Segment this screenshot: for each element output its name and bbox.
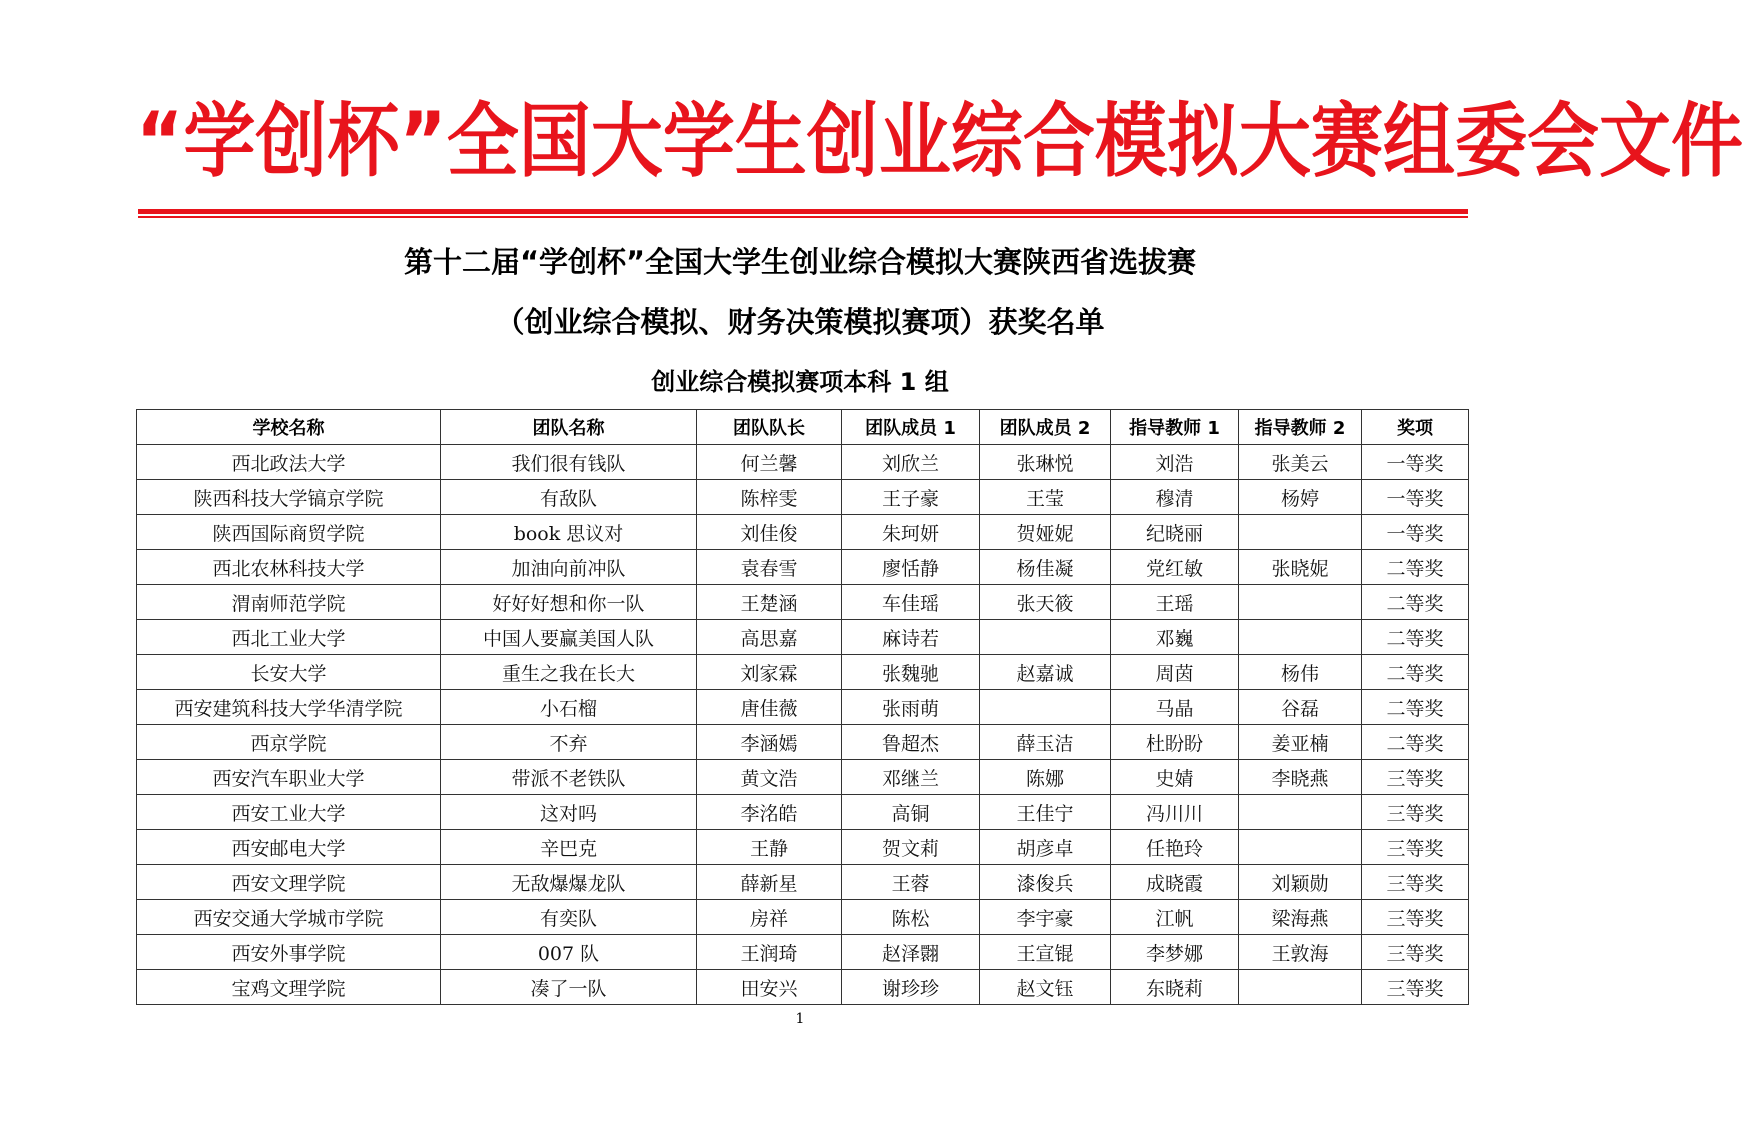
cell-team-name: 有奕队 [441, 900, 697, 935]
cell-award: 一等奖 [1362, 480, 1469, 515]
table-row [137, 970, 1469, 1005]
letterhead-char: 生 [734, 93, 807, 189]
table-row [137, 690, 1469, 725]
cell-award: 三等奖 [1362, 830, 1469, 865]
letterhead-char: 合 [1022, 93, 1095, 189]
letterhead-char: 委 [1454, 93, 1527, 189]
letterhead-char: 创 [806, 93, 879, 189]
cell-team-name: 加油向前冲队 [441, 550, 697, 585]
cell-team-captain: 李洺皓 [697, 795, 842, 830]
letterhead-char: 全 [446, 93, 519, 189]
letterhead-char: 组 [1382, 93, 1455, 189]
cell-team-member-1: 刘欣兰 [842, 445, 980, 480]
table-row [137, 585, 1469, 620]
table-row [137, 725, 1469, 760]
cell-award: 三等奖 [1362, 795, 1469, 830]
cell-team-name: 重生之我在长大 [441, 655, 697, 690]
cell-award: 二等奖 [1362, 655, 1469, 690]
cell-school-name: 西安外事学院 [137, 935, 441, 970]
cell-team-member-1: 廖恬静 [842, 550, 980, 585]
cell-advisor-2 [1239, 620, 1362, 655]
letterhead-char: 国 [518, 93, 591, 189]
cell-advisor-2: 谷磊 [1239, 690, 1362, 725]
cell-team-name: 凑了一队 [441, 970, 697, 1005]
cell-advisor-2: 刘颖勋 [1239, 865, 1362, 900]
cell-award: 三等奖 [1362, 970, 1469, 1005]
cell-team-captain: 李涵嫣 [697, 725, 842, 760]
cell-award: 一等奖 [1362, 445, 1469, 480]
cell-award: 一等奖 [1362, 515, 1469, 550]
table-body [137, 445, 1469, 1005]
cell-team-captain: 何兰馨 [697, 445, 842, 480]
cell-advisor-1: 成晓霞 [1111, 865, 1239, 900]
cell-advisor-1: 马晶 [1111, 690, 1239, 725]
table-row [137, 760, 1469, 795]
cell-team-name: 我们很有钱队 [441, 445, 697, 480]
table-row [137, 935, 1469, 970]
cell-award: 三等奖 [1362, 900, 1469, 935]
cell-school-name: 西北政法大学 [137, 445, 441, 480]
cell-team-captain: 王静 [697, 830, 842, 865]
cell-team-member-1: 张魏驰 [842, 655, 980, 690]
cell-team-name: 这对吗 [441, 795, 697, 830]
cell-team-member-2: 王莹 [980, 480, 1111, 515]
cell-team-name: 无敌爆爆龙队 [441, 865, 697, 900]
cell-team-member-2: 赵文钰 [980, 970, 1111, 1005]
table-row [137, 550, 1469, 585]
table-row [137, 515, 1469, 550]
cell-team-captain: 高思嘉 [697, 620, 842, 655]
cell-team-name: 辛巴克 [441, 830, 697, 865]
cell-advisor-1: 杜盼盼 [1111, 725, 1239, 760]
cell-school-name: 陕西科技大学镐京学院 [137, 480, 441, 515]
cell-school-name: 陕西国际商贸学院 [137, 515, 441, 550]
table-row [137, 900, 1469, 935]
cell-school-name: 西安建筑科技大学华清学院 [137, 690, 441, 725]
cell-advisor-2: 姜亚楠 [1239, 725, 1362, 760]
cell-team-member-1: 邓继兰 [842, 760, 980, 795]
column-header-team-captain: 团队队长 [697, 410, 842, 445]
cell-team-member-2: 赵嘉诚 [980, 655, 1111, 690]
cell-team-member-2: 薛玉洁 [980, 725, 1111, 760]
cell-award: 二等奖 [1362, 585, 1469, 620]
letterhead-char: 赛 [1310, 93, 1383, 189]
column-header-team-member-2: 团队成员 2 [980, 410, 1111, 445]
cell-team-captain: 陈梓雯 [697, 480, 842, 515]
letterhead-divider-thin [138, 216, 1468, 218]
letterhead-char: 会 [1526, 93, 1599, 189]
cell-advisor-1: 东晓莉 [1111, 970, 1239, 1005]
cell-team-member-1: 麻诗若 [842, 620, 980, 655]
cell-award: 二等奖 [1362, 550, 1469, 585]
cell-advisor-2 [1239, 830, 1362, 865]
cell-school-name: 西安工业大学 [137, 795, 441, 830]
cell-advisor-2: 张美云 [1239, 445, 1362, 480]
cell-team-captain: 薛新星 [697, 865, 842, 900]
cell-advisor-2: 梁海燕 [1239, 900, 1362, 935]
cell-team-name: 不弃 [441, 725, 697, 760]
letterhead-char: 拟 [1166, 93, 1239, 189]
letterhead-char: 模 [1094, 93, 1167, 189]
cell-advisor-1: 纪晓丽 [1111, 515, 1239, 550]
cell-school-name: 渭南师范学院 [137, 585, 441, 620]
letterhead-char: 创 [255, 93, 328, 189]
cell-team-member-1: 鲁超杰 [842, 725, 980, 760]
cell-advisor-2: 李晓燕 [1239, 760, 1362, 795]
letterhead-char: 学 [183, 93, 256, 189]
cell-team-member-2 [980, 620, 1111, 655]
letterhead-char: 学 [662, 93, 735, 189]
page-number: 1 [795, 1011, 805, 1027]
cell-team-captain: 王楚涵 [697, 585, 842, 620]
column-header-team-name: 团队名称 [441, 410, 697, 445]
cell-team-name: book 思议对 [441, 515, 697, 550]
cell-team-member-1: 贺文莉 [842, 830, 980, 865]
cell-award: 二等奖 [1362, 690, 1469, 725]
section-title: 创业综合模拟赛项本科 1 组 [651, 368, 949, 396]
letterhead-title [136, 93, 1743, 189]
letterhead-divider-thick [138, 209, 1468, 214]
column-header-advisor-1: 指导教师 1 [1111, 410, 1239, 445]
cell-advisor-2: 杨婷 [1239, 480, 1362, 515]
cell-advisor-1: 史婧 [1111, 760, 1239, 795]
column-header-advisor-2: 指导教师 2 [1239, 410, 1362, 445]
cell-team-captain: 刘家霖 [697, 655, 842, 690]
column-header-team-member-1: 团队成员 1 [842, 410, 980, 445]
cell-team-captain: 刘佳俊 [697, 515, 842, 550]
cell-advisor-2: 张晓妮 [1239, 550, 1362, 585]
cell-advisor-1: 穆清 [1111, 480, 1239, 515]
cell-team-member-1: 王子豪 [842, 480, 980, 515]
cell-team-member-2: 杨佳凝 [980, 550, 1111, 585]
cell-team-member-1: 王蓉 [842, 865, 980, 900]
cell-team-name: 有敌队 [441, 480, 697, 515]
cell-team-name: 007 队 [441, 935, 697, 970]
table-row [137, 480, 1469, 515]
cell-school-name: 西京学院 [137, 725, 441, 760]
letterhead-char: 杯 [327, 93, 400, 189]
cell-award: 三等奖 [1362, 760, 1469, 795]
cell-team-name: 好好好想和你一队 [441, 585, 697, 620]
cell-award: 二等奖 [1362, 725, 1469, 760]
cell-team-captain: 房祥 [697, 900, 842, 935]
cell-team-captain: 王润琦 [697, 935, 842, 970]
cell-advisor-1: 任艳玲 [1111, 830, 1239, 865]
cell-team-captain: 袁春雪 [697, 550, 842, 585]
letterhead-char: 业 [878, 93, 951, 189]
cell-team-member-1: 陈松 [842, 900, 980, 935]
letterhead-char: 综 [950, 93, 1023, 189]
cell-team-member-2: 张琳悦 [980, 445, 1111, 480]
cell-team-member-1: 谢珍珍 [842, 970, 980, 1005]
table-row [137, 620, 1469, 655]
table-header-row [137, 410, 1469, 445]
cell-advisor-2: 杨伟 [1239, 655, 1362, 690]
table-row [137, 830, 1469, 865]
cell-team-member-2: 胡彦卓 [980, 830, 1111, 865]
cell-team-member-2: 王佳宁 [980, 795, 1111, 830]
cell-team-member-2: 漆俊兵 [980, 865, 1111, 900]
cell-team-member-1: 车佳瑶 [842, 585, 980, 620]
cell-team-member-2: 王宣锟 [980, 935, 1111, 970]
cell-team-member-2: 陈娜 [980, 760, 1111, 795]
letterhead-char: 大 [1238, 93, 1311, 189]
cell-school-name: 长安大学 [137, 655, 441, 690]
cell-school-name: 西安文理学院 [137, 865, 441, 900]
cell-team-name: 中国人要赢美国人队 [441, 620, 697, 655]
cell-advisor-1: 党红敏 [1111, 550, 1239, 585]
cell-team-captain: 田安兴 [697, 970, 842, 1005]
cell-team-member-2: 贺娅妮 [980, 515, 1111, 550]
table-row [137, 655, 1469, 690]
cell-team-member-1: 朱珂妍 [842, 515, 980, 550]
cell-team-captain: 唐佳薇 [697, 690, 842, 725]
cell-award: 三等奖 [1362, 865, 1469, 900]
cell-team-captain: 黄文浩 [697, 760, 842, 795]
cell-team-name: 带派不老铁队 [441, 760, 697, 795]
cell-advisor-1: 邓巍 [1111, 620, 1239, 655]
cell-advisor-1: 刘浩 [1111, 445, 1239, 480]
letterhead-char: “ [136, 93, 184, 189]
awards-table [136, 409, 1469, 1005]
letterhead-char: 件 [1670, 93, 1743, 189]
letterhead-char: 大 [590, 93, 663, 189]
cell-advisor-1: 王瑶 [1111, 585, 1239, 620]
cell-team-name: 小石榴 [441, 690, 697, 725]
cell-team-member-2: 李宇豪 [980, 900, 1111, 935]
cell-team-member-1: 赵泽翾 [842, 935, 980, 970]
cell-advisor-2 [1239, 515, 1362, 550]
cell-advisor-2 [1239, 970, 1362, 1005]
table-row [137, 865, 1469, 900]
cell-award: 二等奖 [1362, 620, 1469, 655]
cell-team-member-2: 张天筱 [980, 585, 1111, 620]
cell-advisor-2: 王敦海 [1239, 935, 1362, 970]
document-title-line-2: （创业综合模拟、财务决策模拟赛项）获奖名单 [495, 305, 1105, 339]
letterhead-char: ” [399, 93, 447, 189]
cell-advisor-1: 李梦娜 [1111, 935, 1239, 970]
cell-school-name: 西安汽车职业大学 [137, 760, 441, 795]
column-header-award: 奖项 [1362, 410, 1469, 445]
cell-advisor-1: 江帆 [1111, 900, 1239, 935]
cell-school-name: 西安交通大学城市学院 [137, 900, 441, 935]
cell-school-name: 西北工业大学 [137, 620, 441, 655]
letterhead-char: 文 [1598, 93, 1671, 189]
cell-advisor-2 [1239, 585, 1362, 620]
cell-advisor-1: 冯川川 [1111, 795, 1239, 830]
cell-advisor-1: 周茵 [1111, 655, 1239, 690]
column-header-school-name: 学校名称 [137, 410, 441, 445]
document-title-line-1: 第十二届“学创杯”全国大学生创业综合模拟大赛陕西省选拔赛 [403, 245, 1197, 279]
cell-team-member-2 [980, 690, 1111, 725]
cell-advisor-2 [1239, 795, 1362, 830]
cell-award: 三等奖 [1362, 935, 1469, 970]
cell-school-name: 西安邮电大学 [137, 830, 441, 865]
table-row [137, 795, 1469, 830]
cell-team-member-1: 高铜 [842, 795, 980, 830]
cell-school-name: 宝鸡文理学院 [137, 970, 441, 1005]
table-row [137, 445, 1469, 480]
cell-team-member-1: 张雨萌 [842, 690, 980, 725]
cell-school-name: 西北农林科技大学 [137, 550, 441, 585]
